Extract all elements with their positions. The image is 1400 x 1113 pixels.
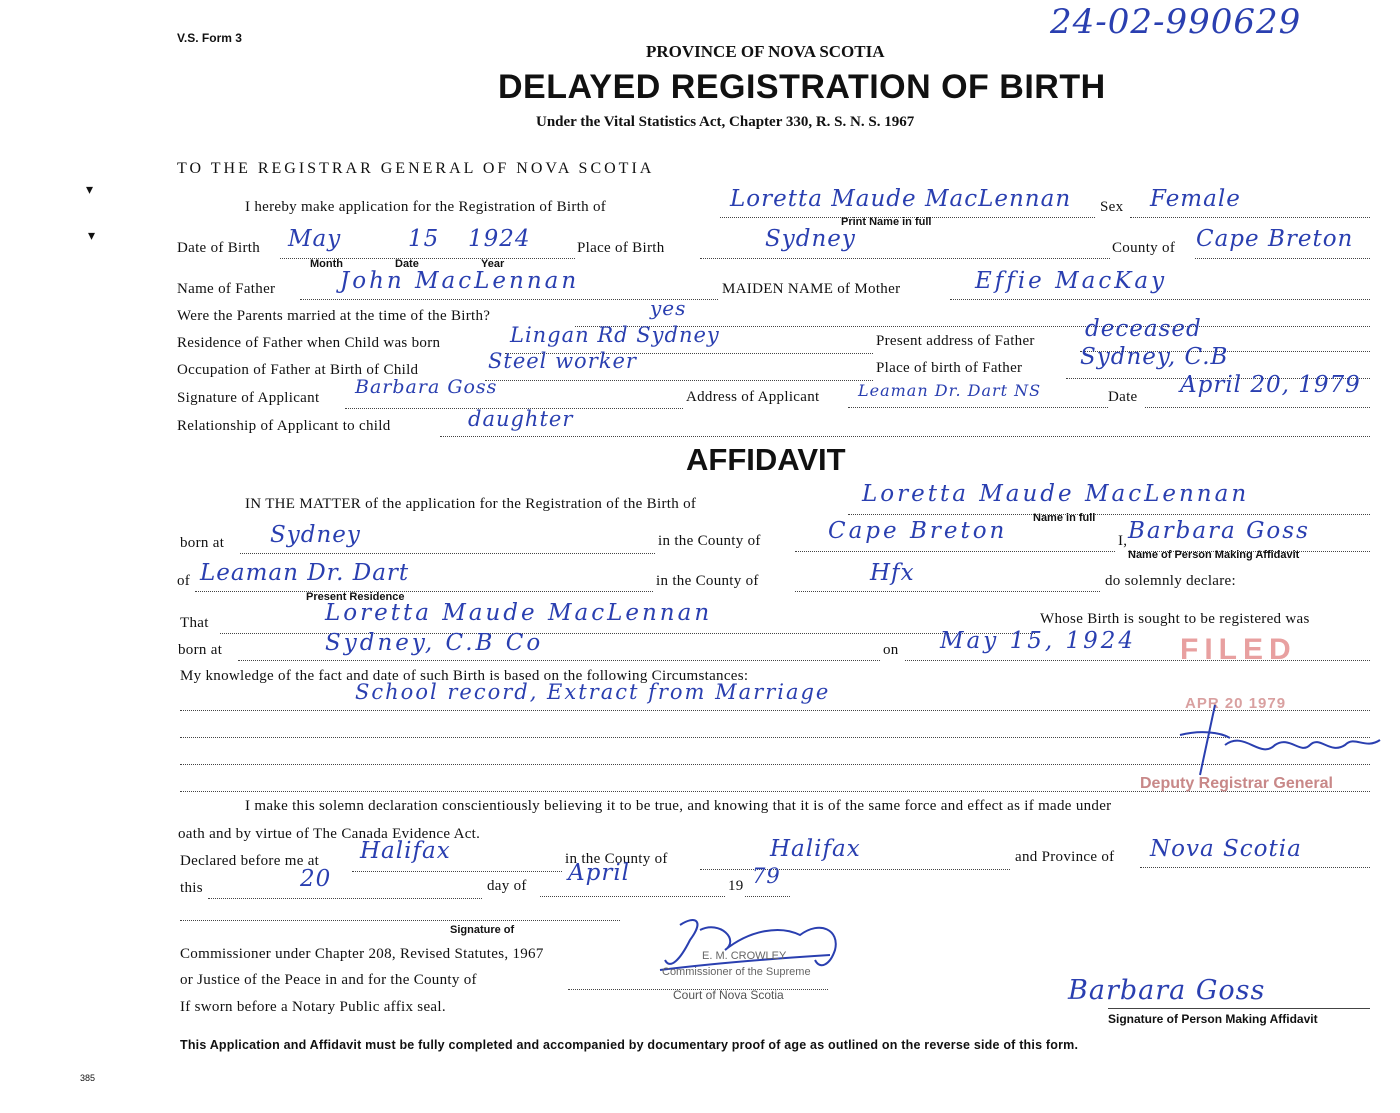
i-label: I, bbox=[1118, 533, 1128, 549]
born-place-value: Sydney, C.B Co bbox=[325, 630, 544, 656]
month-line bbox=[540, 896, 725, 897]
dob-year-value: 1924 bbox=[468, 226, 531, 252]
county-value: Cape Breton bbox=[1196, 226, 1354, 252]
father-value: John MacLennan bbox=[340, 268, 580, 294]
residence-label: Residence of Father when Child was born bbox=[177, 335, 441, 351]
place-value: Sydney bbox=[765, 226, 856, 252]
declared-at-line bbox=[352, 871, 562, 872]
solemnly-label: do solemnly declare: bbox=[1105, 573, 1236, 589]
year-prefix: 19 bbox=[728, 878, 744, 894]
affidavit-county-line bbox=[795, 551, 1115, 552]
place-line bbox=[700, 258, 1110, 259]
mother-value: Effie MacKay bbox=[975, 268, 1168, 294]
residence-county-line bbox=[795, 591, 1100, 592]
commissioner-stamp-name: E. M. CROWLEY bbox=[702, 950, 787, 962]
registrar-signature bbox=[1160, 700, 1390, 785]
child-name-value: Loretta Maude MacLennan bbox=[730, 186, 1072, 212]
affiant-signature-line bbox=[1108, 1008, 1370, 1009]
county-line bbox=[1195, 258, 1370, 259]
affiant-signature-value: Barbara Goss bbox=[1068, 975, 1266, 1006]
father-birthplace-label: Place of birth of Father bbox=[876, 360, 1023, 376]
born-at-value: Sydney bbox=[270, 522, 361, 548]
knowledge-label: My knowledge of the fact and date of such Birth is based on the following Circumstances: bbox=[180, 668, 749, 684]
dob-day-value: 15 bbox=[408, 226, 440, 252]
applicant-address-label: Address of Applicant bbox=[686, 389, 820, 405]
month-caption: Month bbox=[310, 258, 343, 270]
this-label: this bbox=[180, 880, 203, 896]
affidavit-name-value: Loretta Maude MacLennan bbox=[862, 481, 1250, 507]
born-date-line bbox=[905, 660, 1370, 661]
form-id: V.S. Form 3 bbox=[177, 31, 242, 45]
commissioner-line: Commissioner under Chapter 208, Revised Statutes, 1967 bbox=[180, 946, 544, 962]
residence-affidavit-value: Leaman Dr. Dart bbox=[200, 560, 410, 586]
married-value: yes bbox=[650, 296, 687, 320]
of-label: of bbox=[177, 573, 191, 589]
applicant-address-line bbox=[848, 407, 1108, 408]
occupation-line bbox=[485, 380, 873, 381]
sex-value: Female bbox=[1150, 186, 1241, 212]
day-line bbox=[208, 898, 482, 899]
sex-line bbox=[1130, 217, 1370, 218]
margin-mark-1: ▾ bbox=[86, 183, 94, 198]
mother-label: MAIDEN NAME of Mother bbox=[722, 281, 901, 297]
declared-province-line bbox=[1140, 867, 1370, 868]
application-date-label: Date bbox=[1108, 389, 1138, 405]
year-suffix: 79 bbox=[752, 864, 781, 888]
province-label: and Province of bbox=[1015, 849, 1115, 865]
margin-mark-2: ▾ bbox=[88, 229, 96, 244]
declaration-text-2: oath and by virtue of The Canada Evidence Act. bbox=[178, 826, 481, 842]
present-address-label: Present address of Father bbox=[876, 333, 1035, 349]
filed-date-stamp: APR 20 1979 bbox=[1185, 695, 1287, 712]
page-subtitle: Under the Vital Statistics Act, Chapter 330, R. S. N. S. 1967 bbox=[536, 114, 915, 130]
father-birthplace-value: Sydney, C.B bbox=[1080, 344, 1229, 370]
declared-county-line bbox=[700, 869, 1010, 870]
applicant-signature-value: Barbara Goss bbox=[355, 376, 498, 398]
year-line bbox=[745, 896, 790, 897]
date-caption: Date bbox=[395, 258, 419, 270]
dob-label: Date of Birth bbox=[177, 240, 261, 256]
justice-line: or Justice of the Peace in and for the County of bbox=[180, 972, 477, 988]
declared-label: Declared before me at bbox=[180, 853, 320, 869]
commissioner-signature-line bbox=[180, 920, 620, 921]
matter-label: IN THE MATTER of the application for the Registration of the Birth of bbox=[245, 496, 697, 512]
residence-county-value: Hfx bbox=[870, 560, 915, 586]
declared-county-value: Halifax bbox=[770, 836, 861, 862]
declaration-text-1: I make this solemn declaration conscientiously believing it to be true, and knowing that it is of the same force and effect as if made under bbox=[245, 798, 1112, 814]
born-at-line bbox=[240, 553, 655, 554]
relationship-line bbox=[440, 436, 1370, 437]
commissioner-stamp-title-1: Commissioner of the Supreme bbox=[662, 966, 811, 978]
intro-label: I hereby make application for the Registration of Birth of bbox=[245, 199, 607, 215]
born-place-line bbox=[238, 660, 880, 661]
residence-value: Lingan Rd Sydney bbox=[510, 323, 720, 347]
occupation-value: Steel worker bbox=[488, 349, 637, 373]
declarant-caption: Name of Person Making Affidavit bbox=[1128, 549, 1300, 561]
applicant-signature-label: Signature of Applicant bbox=[177, 390, 320, 406]
name-in-full-caption: Name in full bbox=[1033, 512, 1096, 524]
present-residence-caption: Present Residence bbox=[306, 591, 405, 603]
declared-county-label: in the County of bbox=[565, 851, 668, 867]
married-label: Were the Parents married at the time of the Birth? bbox=[177, 308, 491, 324]
addressee: TO THE REGISTRAR GENERAL OF NOVA SCOTIA bbox=[177, 160, 655, 177]
footer-code: 385 bbox=[80, 1073, 96, 1083]
applicant-address-value: Leaman Dr. Dart NS bbox=[858, 381, 1042, 400]
handwritten-registration-number: 24-02-990629 bbox=[1050, 2, 1302, 42]
that-label: That bbox=[180, 615, 209, 631]
subject-name-value: Loretta Maude MacLennan bbox=[325, 600, 713, 626]
affidavit-county-value: Cape Breton bbox=[828, 518, 1008, 544]
present-address-value: deceased bbox=[1085, 316, 1202, 342]
declarant-value: Barbara Goss bbox=[1128, 518, 1310, 544]
affidavit-name-line bbox=[848, 514, 1370, 515]
relationship-label: Relationship of Applicant to child bbox=[177, 418, 391, 434]
mother-line bbox=[950, 299, 1370, 300]
on-label: on bbox=[883, 642, 899, 658]
commissioner-stamp-title-2: Court of Nova Scotia bbox=[673, 988, 784, 1002]
sex-label: Sex bbox=[1100, 199, 1124, 215]
dob-month-value: May bbox=[288, 226, 342, 252]
declared-at-value: Halifax bbox=[360, 838, 451, 864]
registrar-stamp: Deputy Registrar General bbox=[1140, 775, 1333, 792]
filed-stamp: FILED bbox=[1180, 633, 1297, 666]
signature-of-caption: Signature of bbox=[450, 924, 515, 936]
page-title: DELAYED REGISTRATION OF BIRTH bbox=[498, 68, 1106, 106]
province-heading: PROVINCE OF NOVA SCOTIA bbox=[646, 42, 885, 61]
application-date-line bbox=[1145, 407, 1370, 408]
application-date-value: April 20, 1979 bbox=[1180, 372, 1361, 398]
born-at-label: born at bbox=[180, 535, 225, 551]
day-value: 20 bbox=[300, 866, 332, 892]
place-label: Place of Birth bbox=[577, 240, 665, 256]
relationship-value: daughter bbox=[468, 407, 574, 431]
county-label: County of bbox=[1112, 240, 1176, 256]
born-at-label-2: born at bbox=[178, 642, 223, 658]
affidavit-heading: AFFIDAVIT bbox=[686, 442, 846, 477]
affiant-signature-caption: Signature of Person Making Affidavit bbox=[1108, 1012, 1318, 1026]
declared-province-value: Nova Scotia bbox=[1150, 836, 1302, 862]
day-of-label: day of bbox=[487, 878, 527, 894]
month-value: April bbox=[568, 860, 631, 886]
year-caption: Year bbox=[481, 258, 505, 270]
whose-birth-label: Whose Birth is sought to be registered was bbox=[1040, 611, 1310, 627]
occupation-label: Occupation of Father at Birth of Child bbox=[177, 362, 419, 378]
born-date-value: May 15, 1924 bbox=[940, 628, 1136, 654]
in-county-label-2: in the County of bbox=[656, 573, 759, 589]
footer-notice: This Application and Affidavit must be fully completed and accompanied by documentary proof of age as outlined on the reverse side of this form. bbox=[180, 1038, 1079, 1052]
print-name-caption: Print Name in full bbox=[841, 216, 932, 228]
in-county-label: in the County of bbox=[658, 533, 761, 549]
residence-affidavit-line bbox=[195, 591, 653, 592]
circumstances-value: School record, Extract from Marriage bbox=[355, 680, 831, 704]
father-label: Name of Father bbox=[177, 281, 276, 297]
notary-line: If sworn before a Notary Public affix seal. bbox=[180, 999, 446, 1015]
